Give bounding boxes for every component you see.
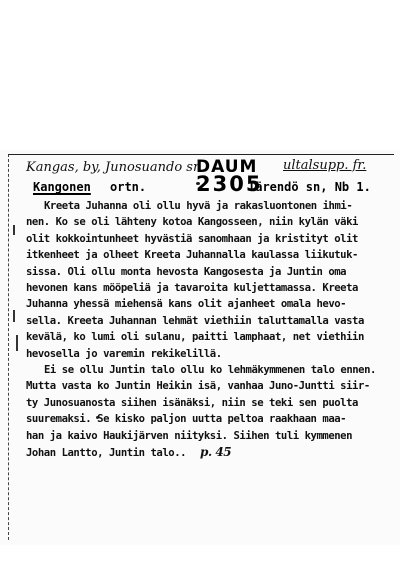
body-line: sissa. Oli ollu monta hevosta Kangosesta ja Juntin oma xyxy=(26,265,347,278)
body-line: Mutta vasta ko Juntin Heikin isä, vanhaa Juno-Juntti siir- xyxy=(26,380,370,393)
body-line-signature: Johan Lantto, Juntin talo.. xyxy=(26,447,187,460)
handwritten-note-right: ultalsupp. fr. xyxy=(283,158,367,173)
body-line: itkenheet ja olheet Kreeta Juhannalla kaulassa liikutuk- xyxy=(26,249,358,262)
body-line: Kreeta Juhanna oli ollu hyvä ja rakasluontonen ihmi- xyxy=(44,200,353,212)
card-body xyxy=(26,198,392,462)
body-line xyxy=(26,444,392,461)
body-line: olit kokkointunheet hyvästiä sanomhaan ja kristityt olit xyxy=(26,232,358,245)
body-line: Juhanna yhessä miehensä kans olit ajanheet omala hevo- xyxy=(26,298,347,311)
margin-mark xyxy=(16,335,18,351)
body-line: hevonen kans mööpeliä ja tavaroita kuljettamassa. Kreeta xyxy=(26,282,358,295)
body-line: Ei se ollu Juntin talo ollu ko lehmäkymmenen talo ennen. xyxy=(44,364,376,377)
card-headword: Kangonen xyxy=(33,180,91,194)
stamp-number: 2305 xyxy=(196,172,263,196)
card-label: ortn. xyxy=(110,180,147,194)
body-line: hevosella jo varemin rekikelillä. xyxy=(26,347,222,360)
body-line: kevälä, ko lumi oli sulanu, paitti lamphaat, net viethiin xyxy=(26,331,364,344)
body-line: ty Junosuanosta siihen isänäksi, niin se teki sen puolta xyxy=(26,396,358,409)
body-line: han ja kaivo Haukijärven niityksi. Siihen tuli kymmenen xyxy=(26,429,353,442)
handwritten-page-number: p. 45 xyxy=(200,445,232,460)
handwritten-location: Kangas, by, Junosuando sn. xyxy=(26,160,206,175)
body-line: suuremaksi. Se kisko paljon uutta peltoa raakhaan maa- xyxy=(26,413,347,426)
card-reference: Tärendö sn, Nb 1. xyxy=(248,180,371,194)
body-line: sella. Kreeta Juhannan lehmät viethiin taluttamalla vasta xyxy=(26,314,364,327)
margin-mark xyxy=(13,310,15,322)
margin-mark xyxy=(13,225,15,235)
body-line: nen. Ko se oli lähteny kotoa Kangosseen, niin kylän väki xyxy=(26,216,358,229)
stamp-daum: DAUM xyxy=(196,157,258,177)
